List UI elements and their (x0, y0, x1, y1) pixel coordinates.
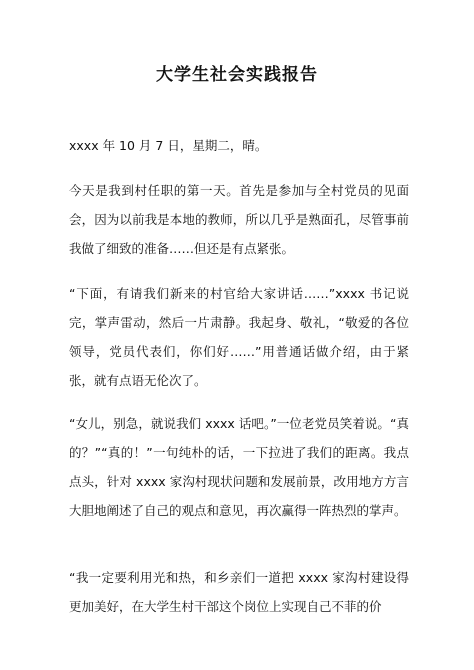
paragraph-3: “女儿，别急，就说我们 xxxx 话吧。”一位老党员笑着说。“真的？”“真的！”一句纯朴的话，一下拉进了我们的距离。我点点头，针对 xxxx 家沟村现状问题和发展前景，改用地方方言大胆地阐述了自己的观点和意见，再次赢得一阵热烈的掌声。 (69, 416, 409, 518)
paragraph-4: “我一定要利用光和热，和乡亲们一道把 xxxx 家沟村建设得更加美好，在大学生村干部这个岗位上实现自己不菲的价 (69, 570, 409, 614)
date-line: xxxx 年 10 月 7 日，星期二，晴。 (69, 138, 268, 153)
paragraph-1: 今天是我到村任职的第一天。首先是参加与全村党员的见面会，因为以前我是本地的教师，所以几乎是熟面孔，尽管事前我做了细致的准备……但还是有点紧张。 (69, 183, 409, 256)
paragraph-2: “下面，有请我们新来的村官给大家讲话……”xxxx 书记说完，掌声雷动，然后一片肃静。我起身、敬礼，“敬爱的各位领导，党员代表们，你们好……”用普通话做介绍，由于紧张，就有点语无伦次了。 (69, 286, 409, 388)
document-title: 大学生社会实践报告 (156, 65, 318, 85)
